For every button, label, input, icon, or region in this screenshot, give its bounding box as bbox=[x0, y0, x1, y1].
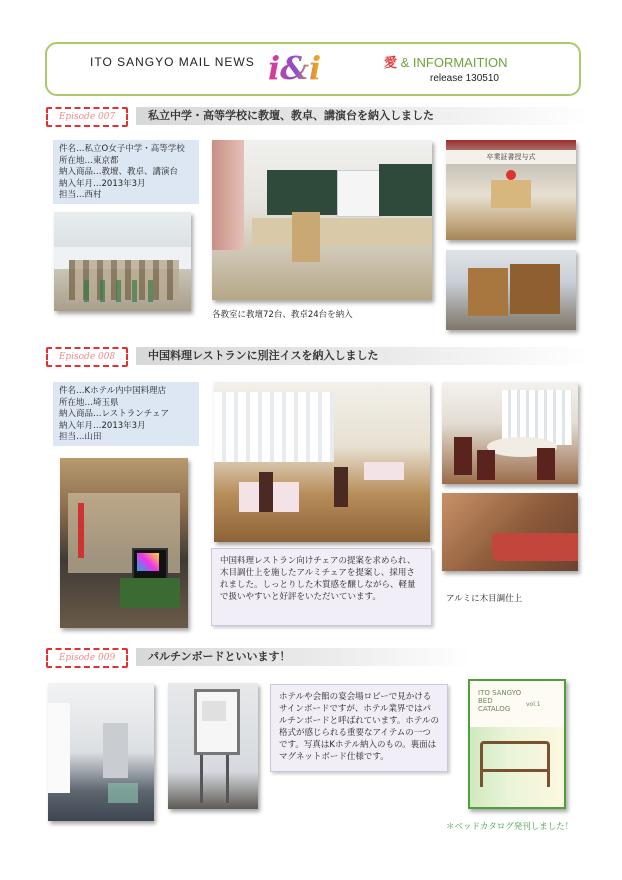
info-line: 担当…山田 bbox=[59, 432, 102, 442]
chair-closeup-photo bbox=[442, 493, 578, 571]
parchin-board-photo bbox=[168, 683, 258, 809]
photo-caption: アルミに木目調仕上 bbox=[446, 594, 523, 604]
lectern-photo bbox=[446, 250, 576, 330]
info-line: 所在地…埼玉県 bbox=[59, 397, 119, 408]
episode-title: パルチンボードといいます！ bbox=[136, 648, 470, 666]
info-line: 納入年月…2013年3月 bbox=[59, 178, 146, 189]
episode-title: 私立中学・高等学校に教壇、教卓、講演台を納入しました bbox=[136, 107, 590, 125]
header-subtitle bbox=[384, 52, 508, 71]
info-line: 所在地…東京都 bbox=[59, 155, 119, 166]
restaurant-entrance-photo bbox=[60, 458, 188, 628]
info-line: 納入年月…2013年3月 bbox=[59, 420, 146, 431]
round-table-photo bbox=[442, 382, 578, 484]
classroom-photo bbox=[54, 212, 191, 311]
i-and-i-logo: i&i bbox=[268, 50, 358, 86]
restaurant-interior-photo bbox=[214, 382, 430, 542]
catalog-line: CATALOG bbox=[478, 705, 511, 713]
info-line: 担当…西村 bbox=[59, 190, 102, 200]
info-line: 納入商品…レストランチェア bbox=[59, 409, 169, 419]
hotel-lobby-photo bbox=[48, 683, 154, 821]
newsletter-title: ITO SANGYO MAIL NEWS bbox=[90, 55, 255, 69]
episode-tag: Episode 008 bbox=[46, 347, 128, 367]
catalog-announcement: ＊ベッドカタログ発刊しました！ bbox=[446, 822, 574, 832]
catalog-title bbox=[478, 689, 521, 713]
info-line: 納入商品…教壇、教卓、講演台 bbox=[59, 167, 179, 177]
info-line: 件名…Kホテル内中国料理店 bbox=[59, 386, 167, 396]
subtitle-ai: 愛 bbox=[384, 55, 398, 70]
episode-tag: Episode 007 bbox=[46, 107, 128, 127]
release-number: release 130510 bbox=[430, 73, 499, 84]
classroom-blackboard-photo bbox=[212, 140, 432, 300]
episode-tag: Episode 009 bbox=[46, 648, 128, 668]
catalog-line: ITO SANGYO bbox=[478, 689, 522, 697]
ceremony-banner: 卒業証書授与式 bbox=[446, 150, 576, 164]
ceremony-stage-photo bbox=[446, 140, 576, 240]
photo-caption: 各教室に教壇72台、教卓24台を納入 bbox=[212, 310, 353, 320]
episode-description: 中国料理レストラン向けチェアの提案を求められ、木目調仕上を施したアルミチェアを提案し、採用されました。しっとりした木質感を醸しながら、軽量で扱いやすいと好評をいただいています。 bbox=[211, 548, 432, 626]
episode-title: 中国料理レストランに別注イスを納入しました bbox=[136, 347, 590, 365]
bed-catalog-cover bbox=[468, 679, 566, 809]
catalog-line: BED bbox=[478, 697, 493, 705]
catalog-volume: vol.1 bbox=[526, 701, 541, 708]
subtitle-rest: & INFORMAITION bbox=[397, 55, 508, 70]
episode-info-box bbox=[53, 382, 199, 446]
episode-info-box bbox=[53, 140, 199, 204]
info-line: 件名…私立O女子中学・高等学校 bbox=[59, 144, 185, 154]
episode-description: ホテルや会館の宴会場ロビーで見かけるサインボードですが、ホテル業界ではパルチンボードと呼ばれています。ホテルの格式が感じられる重要なアイテムの一つです。写真はKホテル納入のもの。裏面はマグネットボード仕様です。 bbox=[270, 684, 448, 772]
